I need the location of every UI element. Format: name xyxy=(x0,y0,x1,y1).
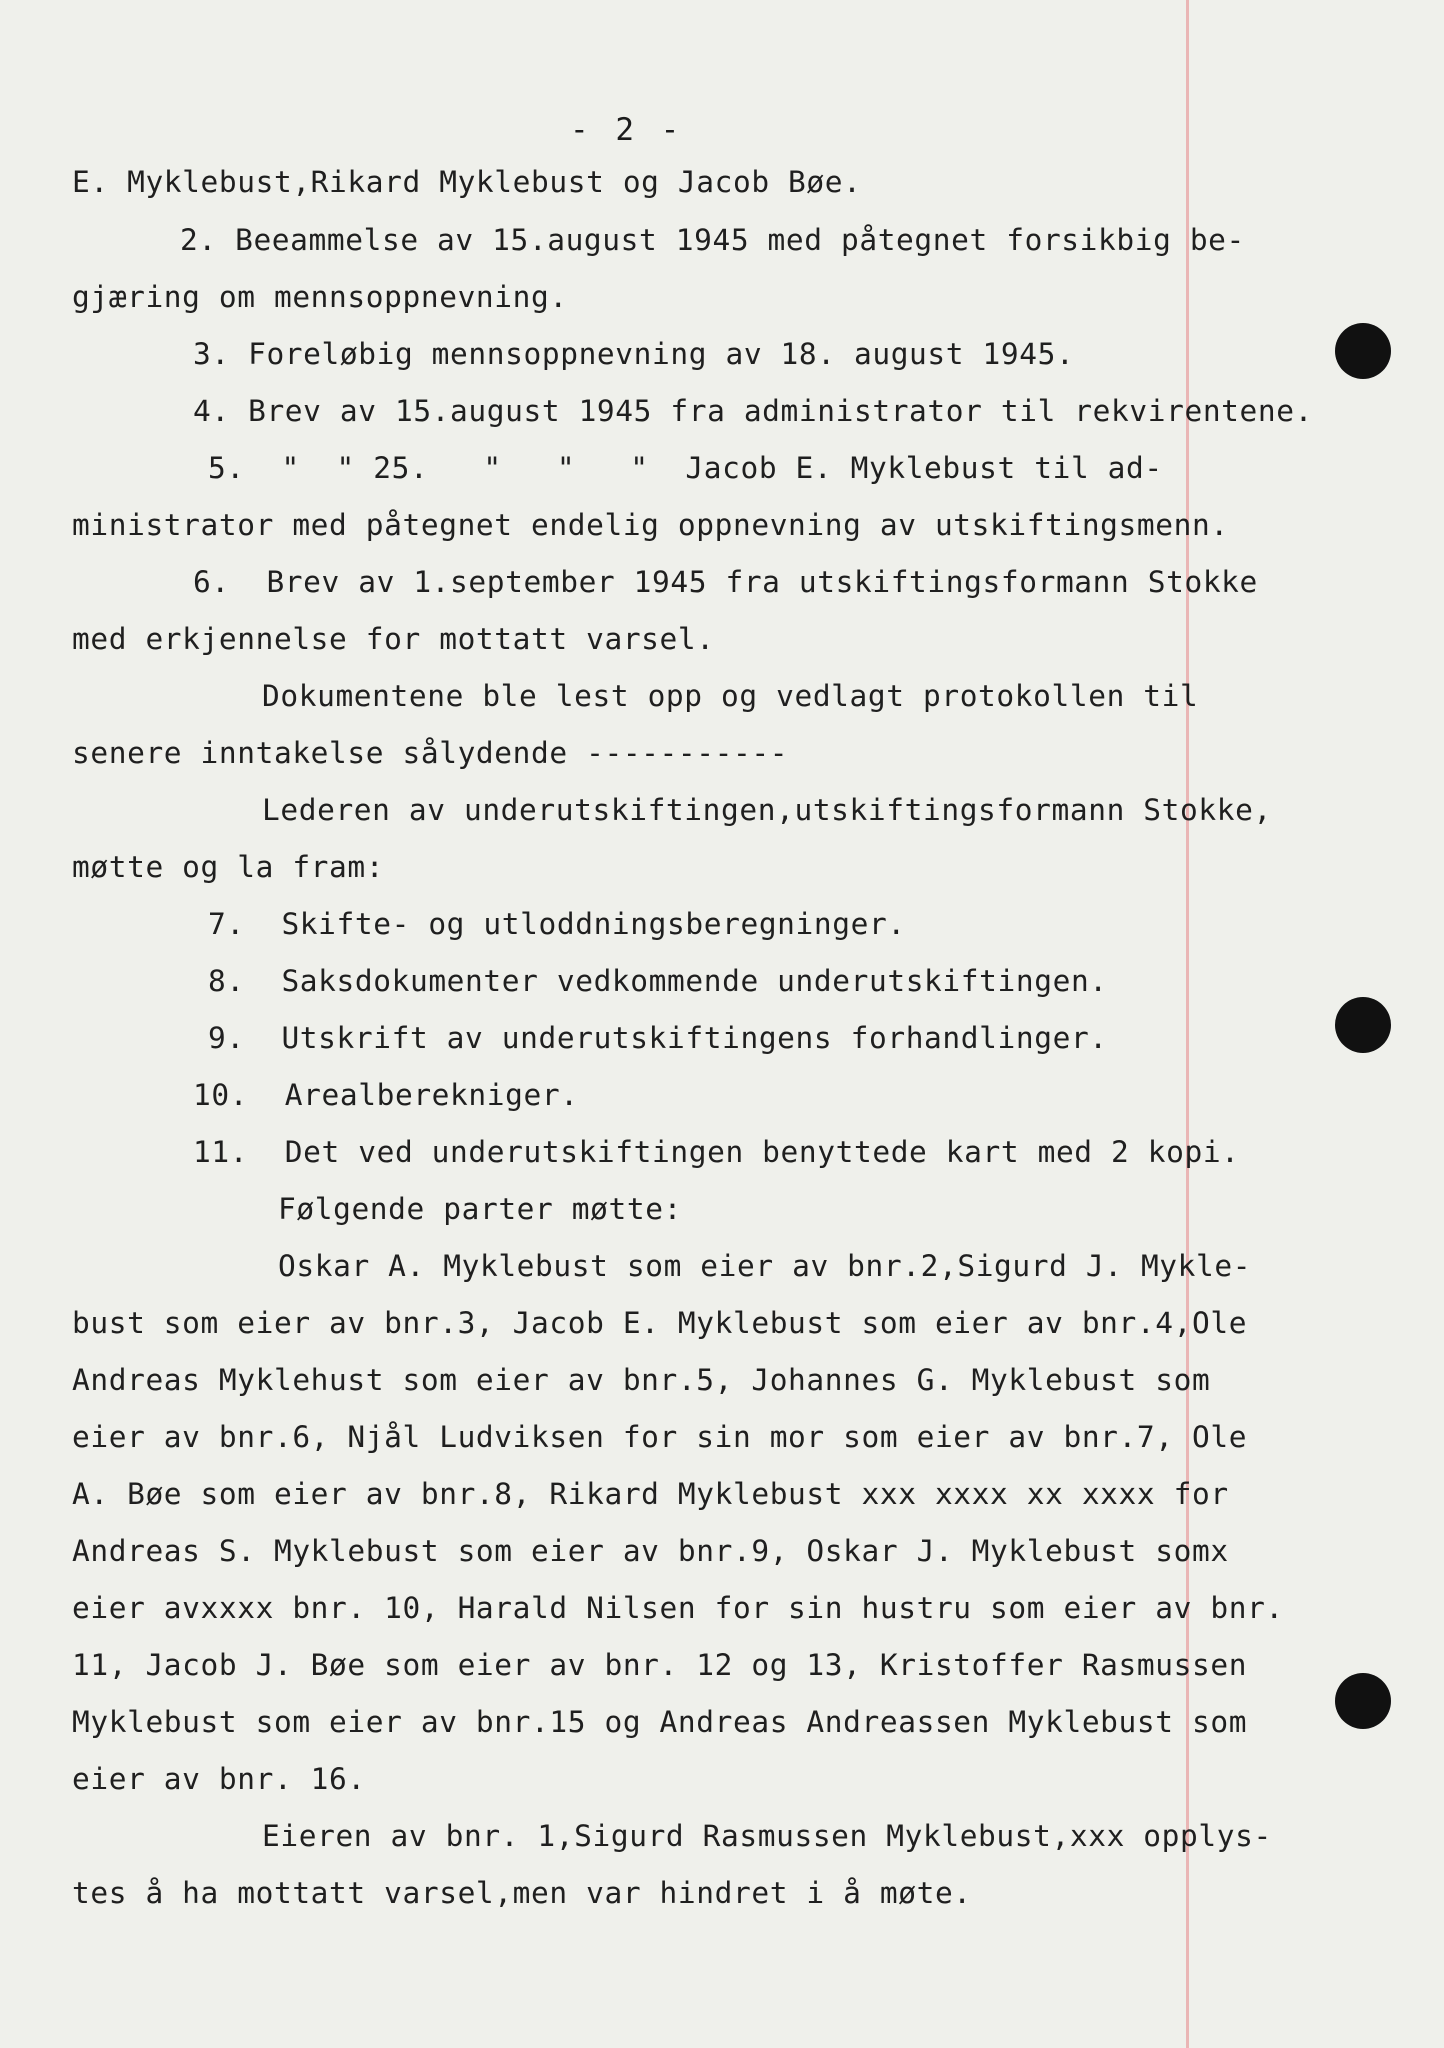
text-line: A. Bøe som eier av bnr.8, Rikard Myklebust xxx xxxx xx xxxx for xyxy=(72,1477,1229,1511)
text-line: Eieren av bnr. 1,Sigurd Rasmussen Myklebust,xxx opplys- xyxy=(262,1819,1272,1853)
text-line: senere inntakelse sålydende ----------- xyxy=(72,736,789,770)
text-line: Andreas S. Myklebust som eier av bnr.9, Oskar J. Myklebust somx xyxy=(72,1534,1229,1568)
text-line: møtte og la fram: xyxy=(72,850,385,884)
page-number: - 2 - xyxy=(570,112,684,148)
text-line: 9. Utskrift av underutskiftingens forhandlinger. xyxy=(208,1021,1108,1055)
text-line: 5. " " 25. " " " Jacob E. Myklebust til ad- xyxy=(208,451,1163,485)
text-line: 8. Saksdokumenter vedkommende underutskiftingen. xyxy=(208,964,1108,998)
text-line: eier av bnr.6, Njål Ludviksen for sin mor som eier av bnr.7, Ole xyxy=(72,1420,1248,1454)
text-line: Myklebust som eier av bnr.15 og Andreas Andreassen Myklebust som xyxy=(72,1705,1248,1739)
text-line: 10. Arealberekniger. xyxy=(193,1078,579,1112)
text-line: eier av bnr. 16. xyxy=(72,1762,366,1796)
text-line: 6. Brev av 1.september 1945 fra utskiftingsformann Stokke xyxy=(193,565,1258,599)
text-line: Dokumentene ble lest opp og vedlagt protokollen til xyxy=(262,679,1199,713)
text-line: 7. Skifte- og utloddningsberegninger. xyxy=(208,907,906,941)
text-line: Følgende parter møtte: xyxy=(278,1192,682,1226)
text-line: med erkjennelse for mottatt varsel. xyxy=(72,622,715,656)
punch-hole-bottom xyxy=(1335,1673,1391,1729)
text-line: tes å ha mottatt varsel,men var hindret i å møte. xyxy=(72,1876,972,1910)
text-line: Oskar A. Myklebust som eier av bnr.2,Sigurd J. Mykle- xyxy=(278,1249,1252,1283)
text-line: 11, Jacob J. Bøe som eier av bnr. 12 og 13, Kristoffer Rasmussen xyxy=(72,1648,1248,1682)
text-line: 4. Brev av 15.august 1945 fra administrator til rekvirentene. xyxy=(193,394,1313,428)
text-line: 11. Det ved underutskiftingen benyttede kart med 2 kopi. xyxy=(193,1135,1240,1169)
text-line: Lederen av underutskiftingen,utskiftingsformann Stokke, xyxy=(262,793,1272,827)
margin-rule xyxy=(1186,0,1189,2048)
text-line: 3. Foreløbig mennsoppnevning av 18. august 1945. xyxy=(193,337,1075,371)
text-line: gjæring om mennsoppnevning. xyxy=(72,280,568,314)
text-line: bust som eier av bnr.3, Jacob E. Myklebust som eier av bnr.4,Ole xyxy=(72,1306,1248,1340)
text-line: E. Myklebust,Rikard Myklebust og Jacob Bøe. xyxy=(72,165,862,199)
punch-hole-middle xyxy=(1335,997,1391,1053)
text-line: Andreas Myklehust som eier av bnr.5, Johannes G. Myklebust som xyxy=(72,1363,1211,1397)
text-line: eier avxxxx bnr. 10, Harald Nilsen for sin hustru som eier av bnr. xyxy=(72,1591,1284,1625)
punch-hole-top xyxy=(1335,323,1391,379)
text-line: 2. Beeammelse av 15.august 1945 med påtegnet forsikbig be- xyxy=(180,223,1245,257)
text-line: ministrator med påtegnet endelig oppnevning av utskiftingsmenn. xyxy=(72,508,1229,542)
